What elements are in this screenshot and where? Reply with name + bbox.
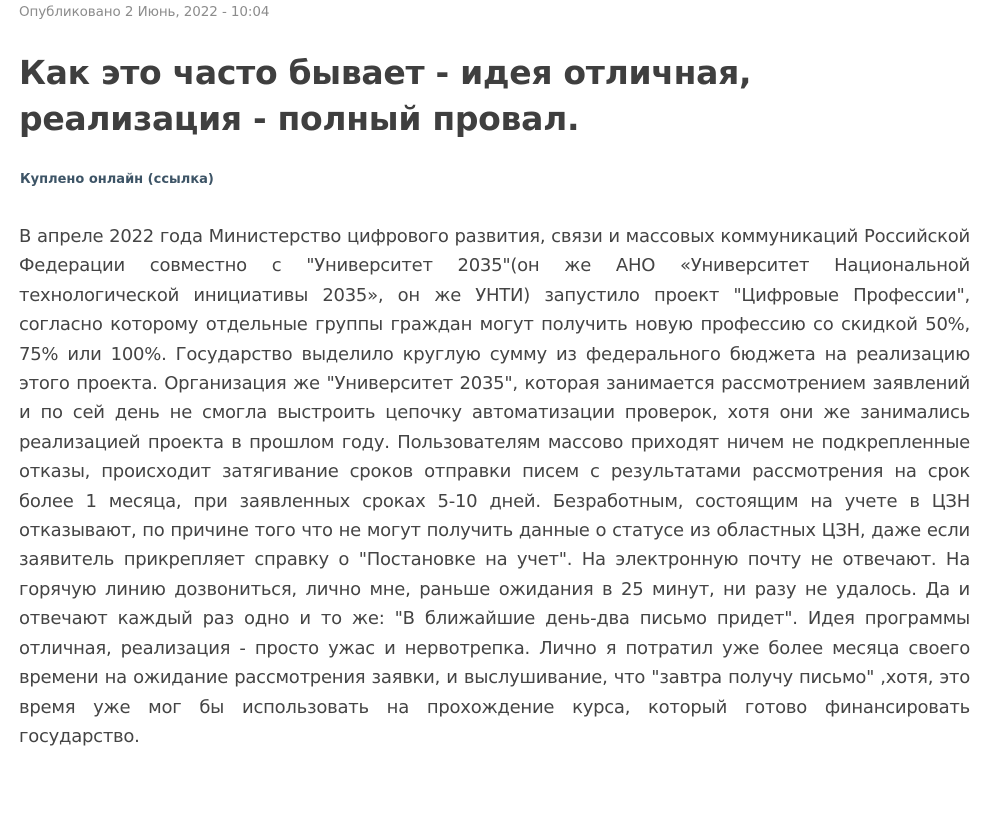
- purchase-source-link[interactable]: Куплено онлайн (ссылка): [20, 172, 214, 187]
- article-body: В апреле 2022 года Министерство цифрового развития, связи и массовых коммуникаций Российской Федерации совместно с "Университет 2035"(он же АНО «Университет Национальной технологической инициативы 2035», он же УНТИ) запустило проект "Цифровые Профессии", согласно которому отдельные группы граждан могут получить новую профессию со скидкой 50%, 75% или 100%. Государство выделило круглую сумму из федерального бюджета на реализацию этого проекта. Организация же "Университет 2035", которая занимается рассмотрением заявлений и по сей день не смогла выстроить цепочку автоматизации проверок, хотя они же занимались реализацией проекта в прошлом году. Пользователям массово приходят ничем не подкрепленные отказы, происходит затягивание сроков отправки писем с результатами рассмотрения на срок более 1 месяца, при заявленных сроках 5-10 дней. Безработным, состоящим на учете в ЦЗН отказывают, по причине того что не могут получить данные о статусе из областных ЦЗН, даже если заявитель прикрепляет справку о "Постановке на учет". На электронную почту не отвечают. На горячую линию дозвониться, лично мне, раньше ожидания в 25 минут, ни разу не удалось. Да и отвечают каждый раз одно и то же: "В ближайшие день-два письмо придет". Идея программы отличная, реализация - просто ужас и нервотрепка. Лично я потратил уже более месяца своего времени на ожидание рассмотрения заявки, и выслушивание, что "завтра получу письмо" ,хотя, это время уже мог бы использовать на прохождение курса, который готово финансировать государство.: [19, 226, 970, 747]
- article-title: Как это часто бывает - идея отличная, реализация - полный провал.: [19, 53, 752, 138]
- published-date: Опубликовано 2 Июнь, 2022 - 10:04: [19, 4, 270, 20]
